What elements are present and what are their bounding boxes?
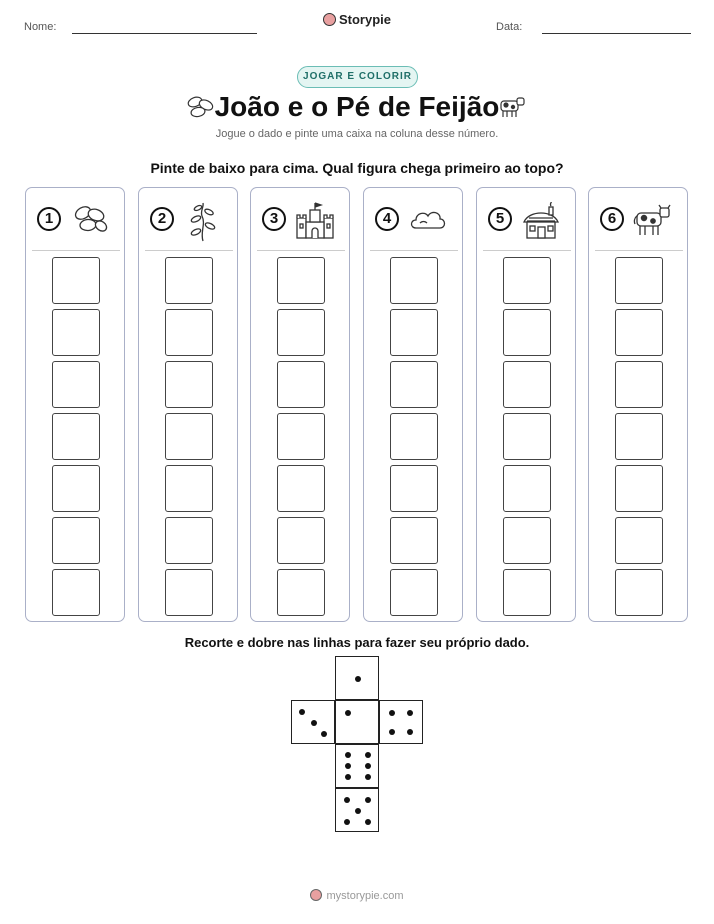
color-box[interactable] [615,517,663,564]
color-box[interactable] [503,465,551,512]
color-box[interactable] [277,309,325,356]
die-pip [389,710,395,716]
die-face-1[interactable] [335,656,379,700]
column-4 [363,187,463,622]
column-1 [25,187,125,622]
die-face-4[interactable] [379,700,423,744]
column-divider [483,250,571,251]
color-box[interactable] [390,413,438,460]
color-box[interactable] [503,309,551,356]
die-pip [365,774,371,780]
color-box[interactable] [165,465,213,512]
color-box[interactable] [52,465,100,512]
color-box[interactable] [390,361,438,408]
color-box[interactable] [615,309,663,356]
brand-logo [0,12,714,27]
die-pip [345,763,351,769]
color-box[interactable] [390,569,438,616]
die-pip [345,752,351,758]
column-number: 5 [488,207,512,231]
storypie-mascot-icon [323,13,336,26]
die-pip [407,729,413,735]
die-pip [365,797,371,803]
column-number: 4 [375,207,399,231]
column-divider [595,250,683,251]
die-pip [321,731,327,737]
cow-icon [633,202,673,243]
die-face-1[interactable] [335,700,379,744]
page-title: João e o Pé de Feijão [214,91,500,122]
color-box[interactable] [390,257,438,304]
column-number: 6 [600,207,624,231]
color-box[interactable] [52,569,100,616]
column-number: 3 [262,207,286,231]
color-box[interactable] [165,517,213,564]
name-label: Nome: [24,21,57,33]
die-face-6[interactable] [335,744,379,788]
name-line[interactable] [72,33,257,34]
cow-icon [497,94,527,125]
color-box[interactable] [615,257,663,304]
color-box[interactable] [277,465,325,512]
die-pip [407,710,413,716]
cottage-icon [521,202,561,245]
column-divider [32,250,120,251]
die-face-3[interactable] [291,700,335,744]
beans-icon [70,202,110,241]
subtitle: Jogue o dado e pinte uma caixa na coluna desse número. [215,128,499,140]
die-pip [344,797,350,803]
color-box[interactable] [165,569,213,616]
color-box[interactable] [503,569,551,616]
color-box[interactable] [52,517,100,564]
color-box[interactable] [52,309,100,356]
color-box[interactable] [52,257,100,304]
die-face-5[interactable] [335,788,379,832]
color-box[interactable] [165,257,213,304]
color-box[interactable] [277,257,325,304]
color-box[interactable] [165,413,213,460]
die-pip [345,774,351,780]
color-box[interactable] [615,361,663,408]
footer [0,889,714,902]
footer-url[interactable]: mystorypie.com [326,890,404,902]
color-box[interactable] [52,361,100,408]
date-line[interactable] [542,33,691,34]
game-instruction: Pinte de baixo para cima. Qual figura chega primeiro ao topo? [150,160,564,176]
color-box[interactable] [615,465,663,512]
color-box[interactable] [165,309,213,356]
color-box[interactable] [165,361,213,408]
die-pip [365,819,371,825]
castle-icon [295,202,335,245]
brand-name: Storypie [338,12,391,27]
die-pip [345,710,351,716]
die-pip [344,819,350,825]
column-divider [257,250,345,251]
die-pip [311,720,317,726]
column-2 [138,187,238,622]
color-box[interactable] [503,413,551,460]
column-3 [250,187,350,622]
die-pip [389,729,395,735]
column-divider [145,250,233,251]
column-number: 2 [150,207,174,231]
color-box[interactable] [503,361,551,408]
color-box[interactable] [390,517,438,564]
color-box[interactable] [615,569,663,616]
color-box[interactable] [390,309,438,356]
color-box[interactable] [390,465,438,512]
column-6 [588,187,688,622]
die-instruction: Recorte e dobre nas linhas para fazer seu próprio dado. [184,635,530,650]
die-pip [365,763,371,769]
category-badge: JOGAR E COLORIR [297,66,418,88]
color-box[interactable] [503,517,551,564]
beanstalk-icon [183,202,223,247]
column-divider [370,250,458,251]
date-label: Data: [496,21,523,33]
color-box[interactable] [277,361,325,408]
column-5 [476,187,576,622]
color-box[interactable] [615,413,663,460]
die-pip [355,676,361,682]
column-number: 1 [37,207,61,231]
die-pip [355,808,361,814]
die-pip [299,709,305,715]
color-box[interactable] [277,569,325,616]
die-pip [365,752,371,758]
storypie-mascot-icon [310,889,322,901]
color-box[interactable] [277,413,325,460]
color-box[interactable] [52,413,100,460]
color-box[interactable] [503,257,551,304]
color-box[interactable] [277,517,325,564]
cloud-icon [408,202,448,241]
